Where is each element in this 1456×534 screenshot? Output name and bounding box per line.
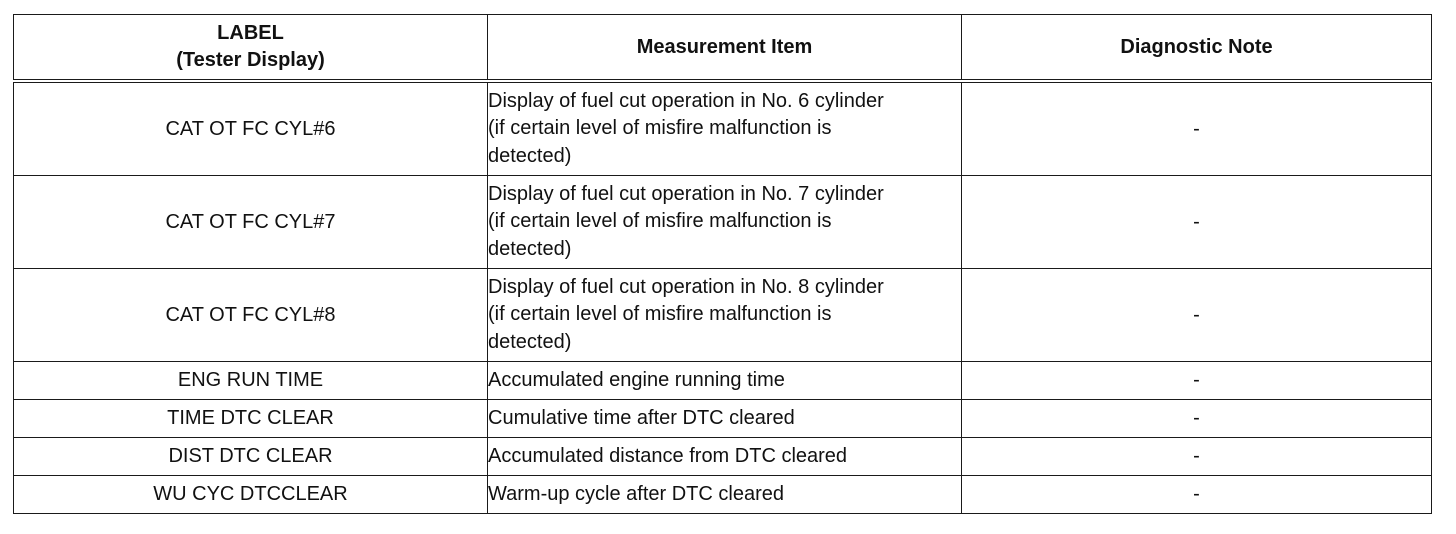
label-cell: ENG RUN TIME (14, 362, 488, 400)
header-label (14, 15, 488, 82)
measurement-item-line: (if certain level of misfire malfunction is (488, 210, 832, 233)
measurement-item-line: Accumulated engine running time (488, 368, 785, 391)
data-list-table-container (13, 14, 1431, 514)
diagnostic-note-cell: - (962, 438, 1432, 476)
header-measurement-item: Measurement Item (488, 15, 962, 82)
header-label-line1: LABEL (217, 22, 284, 44)
measurement-item-line: Display of fuel cut operation in No. 6 cylinder (488, 89, 884, 112)
diagnostic-note-cell: - (962, 362, 1432, 400)
table-header-row (14, 15, 1432, 82)
table-row (14, 362, 1432, 400)
table-row (14, 81, 1432, 176)
measurement-item-cell (488, 81, 962, 176)
measurement-item-line: Display of fuel cut operation in No. 7 cylinder (488, 182, 884, 205)
table-row (14, 438, 1432, 476)
measurement-item-line: detected) (488, 330, 572, 353)
measurement-item-line: Cumulative time after DTC cleared (488, 406, 795, 429)
label-cell: CAT OT FC CYL#8 (14, 269, 488, 362)
measurement-item-line: (if certain level of misfire malfunction is (488, 303, 832, 326)
measurement-item-cell (488, 269, 962, 362)
measurement-item-cell (488, 176, 962, 269)
measurement-item-line: (if certain level of misfire malfunction is (488, 117, 832, 140)
label-cell: WU CYC DTCCLEAR (14, 476, 488, 514)
label-cell: DIST DTC CLEAR (14, 438, 488, 476)
diagnostic-note-cell: - (962, 400, 1432, 438)
diagnostic-note-cell: - (962, 476, 1432, 514)
header-label-line2: (Tester Display) (176, 49, 325, 71)
label-cell: CAT OT FC CYL#7 (14, 176, 488, 269)
measurement-item-cell (488, 438, 962, 476)
data-list-table (13, 14, 1432, 514)
diagnostic-note-cell: - (962, 81, 1432, 176)
diagnostic-note-cell: - (962, 176, 1432, 269)
measurement-item-cell (488, 476, 962, 514)
measurement-item-line: Accumulated distance from DTC cleared (488, 444, 848, 467)
table-row (14, 269, 1432, 362)
measurement-item-cell (488, 400, 962, 438)
table-row (14, 176, 1432, 269)
label-cell: TIME DTC CLEAR (14, 400, 488, 438)
table-row (14, 400, 1432, 438)
header-diagnostic-note: Diagnostic Note (962, 15, 1432, 82)
measurement-item-line: detected) (488, 237, 572, 260)
measurement-item-line: Warm-up cycle after DTC cleared (488, 482, 784, 505)
diagnostic-note-cell: - (962, 269, 1432, 362)
measurement-item-line: detected) (488, 144, 572, 167)
measurement-item-cell (488, 362, 962, 400)
measurement-item-line: Display of fuel cut operation in No. 8 cylinder (488, 275, 884, 298)
label-cell: CAT OT FC CYL#6 (14, 81, 488, 176)
table-row (14, 476, 1432, 514)
